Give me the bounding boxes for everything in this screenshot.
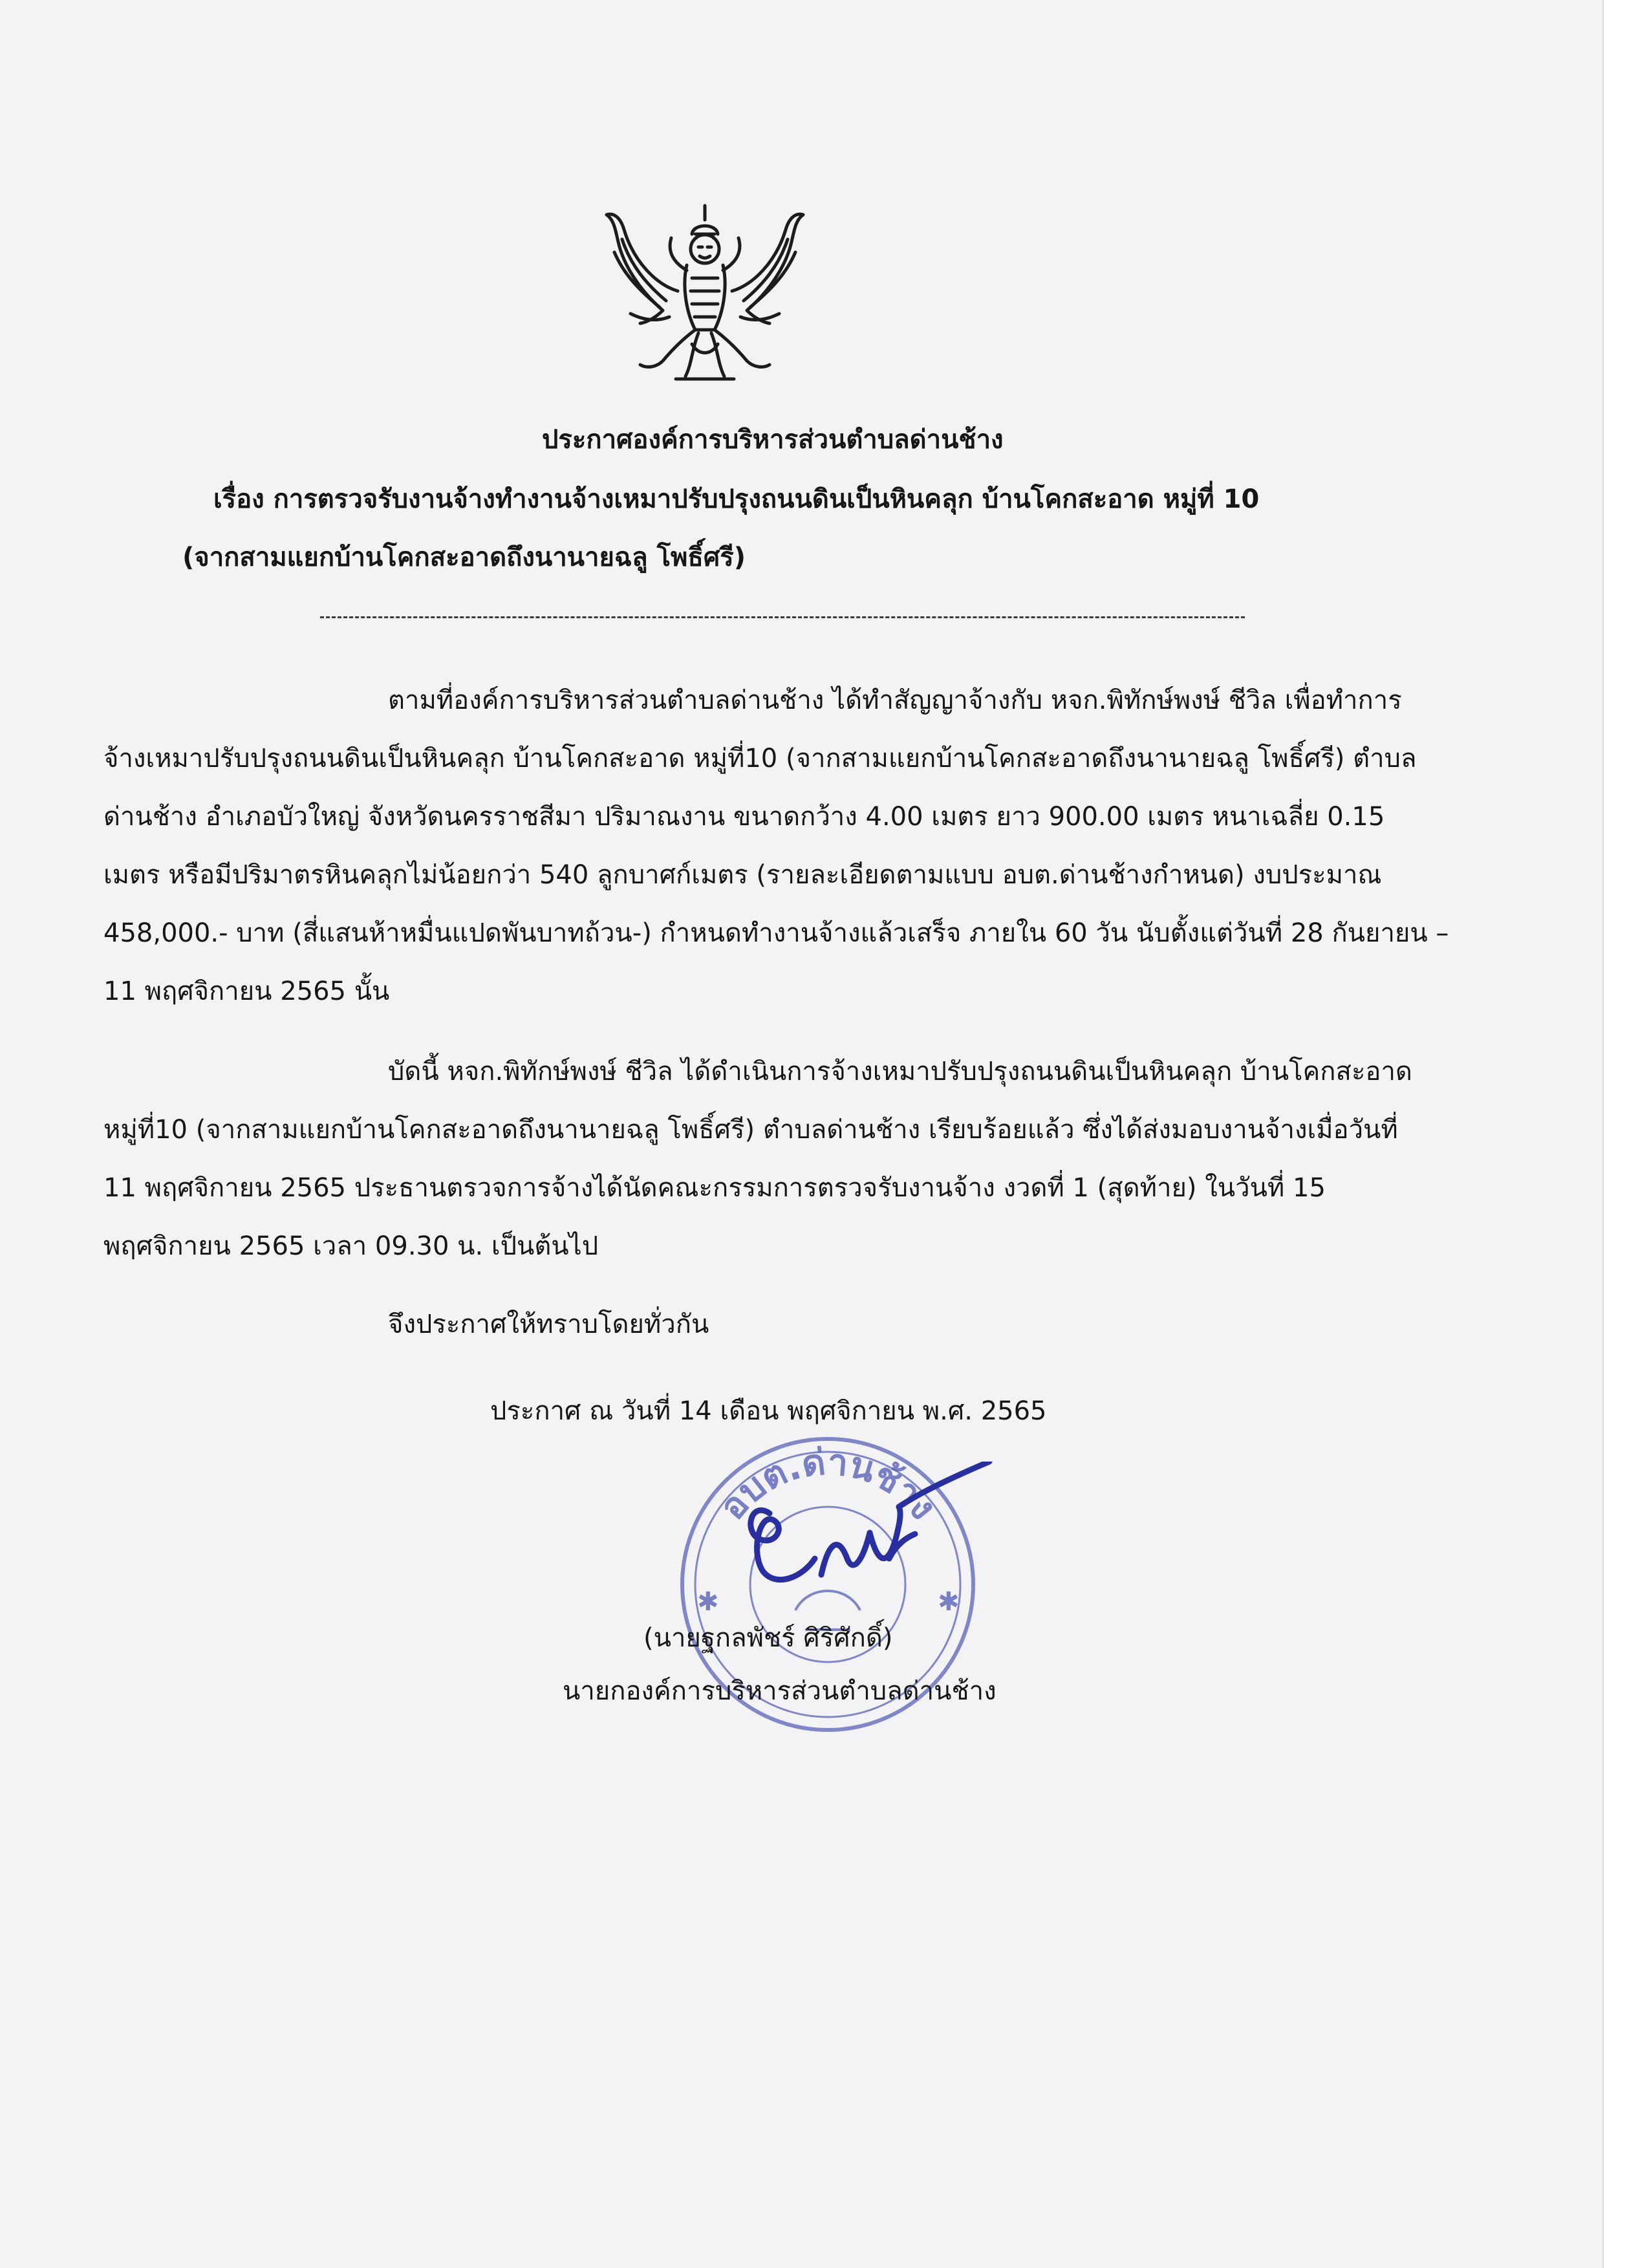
paragraph1-line: ตามที่องค์การบริหารส่วนตำบลด่านช้าง ได้ทำสัญญาจ้างกับ หจก.พิทักษ์พงษ์ ชีวิล เพื่อทำการ xyxy=(388,686,1402,715)
subject-line: เรื่อง การตรวจรับงานจ้างทำงานจ้างเหมาปรับปรุงถนนดินเป็นหินคลุก บ้านโคกสะอาด หมู่ที่ 10 xyxy=(213,484,1260,514)
announcement-date: ประกาศ ณ วันที่ 14 เดือน พฤศจิกายน พ.ศ. 2565 xyxy=(490,1396,1047,1426)
paragraph2-line: 11 พฤศจิกายน 2565 ประธานตรวจการจ้างได้นัดคณะกรรมการตรวจรับงานจ้าง งวดที่ 1 (สุดท้าย) ในวันที่ 15 xyxy=(103,1173,1326,1203)
paragraph1-line: 458,000.- บาท (สี่แสนห้าหมื่นแปดพันบาทถ้วน-) กำหนดทำงานจ้างแล้วเสร็จ ภายใน 60 วัน นับตั้งแต่วันที่ 28 กันยายน – xyxy=(103,918,1449,948)
paragraph2-line: บัดนี้ หจก.พิทักษ์พงษ์ ชีวิล ได้ดำเนินการจ้างเหมาปรับปรุงถนนดินเป็นหินคลุก บ้านโคกสะอาด xyxy=(388,1057,1412,1086)
paragraph1-line: ด่านช้าง อำเภอบัวใหญ่ จังหวัดนครราชสีมา ปริมาณงาน ขนาดกว้าง 4.00 เมตร ยาว 900.00 เมตร หนาเฉลี่ย 0.15 xyxy=(103,802,1385,832)
header-divider xyxy=(320,616,1245,618)
handwritten-signature xyxy=(724,1462,996,1604)
svg-text:✱: ✱ xyxy=(697,1587,719,1617)
paragraph2-line: พฤศจิกายน 2565 เวลา 09.30 น. เป็นต้นไป xyxy=(103,1231,599,1261)
scan-margin xyxy=(1602,0,1649,2268)
paragraph1-line: เมตร หรือมีปริมาตรหินคลุกไม่น้อยกว่า 540 ลูกบาศก์เมตร (รายละเอียดตามแบบ อบต.ด่านช้างกำหนด) งบประมาณ xyxy=(103,860,1382,890)
signatory-name: (นายฐกลพัชร์ ศิริศักดิ์) xyxy=(643,1623,893,1653)
paragraph2-line: หมู่ที่10 (จากสามแยกบ้านโคกสะอาดถึงนานายฉลู โพธิ์ศรี) ตำบลด่านช้าง เรียบร้อยแล้ว ซึ่งได้ส่งมอบงานจ้างเมื่อวันที่ xyxy=(103,1115,1398,1145)
signatory-position: นายกองค์การบริหารส่วนตำบลด่านช้าง xyxy=(563,1676,997,1706)
svg-text:✱: ✱ xyxy=(938,1587,960,1617)
closing-statement: จึงประกาศให้ทราบโดยทั่วกัน xyxy=(388,1310,709,1339)
stamp-text: อบต.ด่านช้าง xyxy=(711,1441,945,1528)
paragraph1-line: 11 พฤศจิกายน 2565 นั้น xyxy=(103,977,390,1006)
announcement-title: ประกาศองค์การบริหารส่วนตำบลด่านช้าง xyxy=(542,425,1004,455)
subject-line-continued: (จากสามแยกบ้านโคกสะอาดถึงนานายฉลู โพธิ์ศรี) xyxy=(182,543,746,572)
paragraph1-line: จ้างเหมาปรับปรุงถนนดินเป็นหินคลุก บ้านโคกสะอาด หมู่ที่10 (จากสามแยกบ้านโคกสะอาดถึงนานายฉลู โพธิ์ศรี) ตำบล xyxy=(103,744,1417,773)
garuda-emblem-icon xyxy=(595,194,815,388)
